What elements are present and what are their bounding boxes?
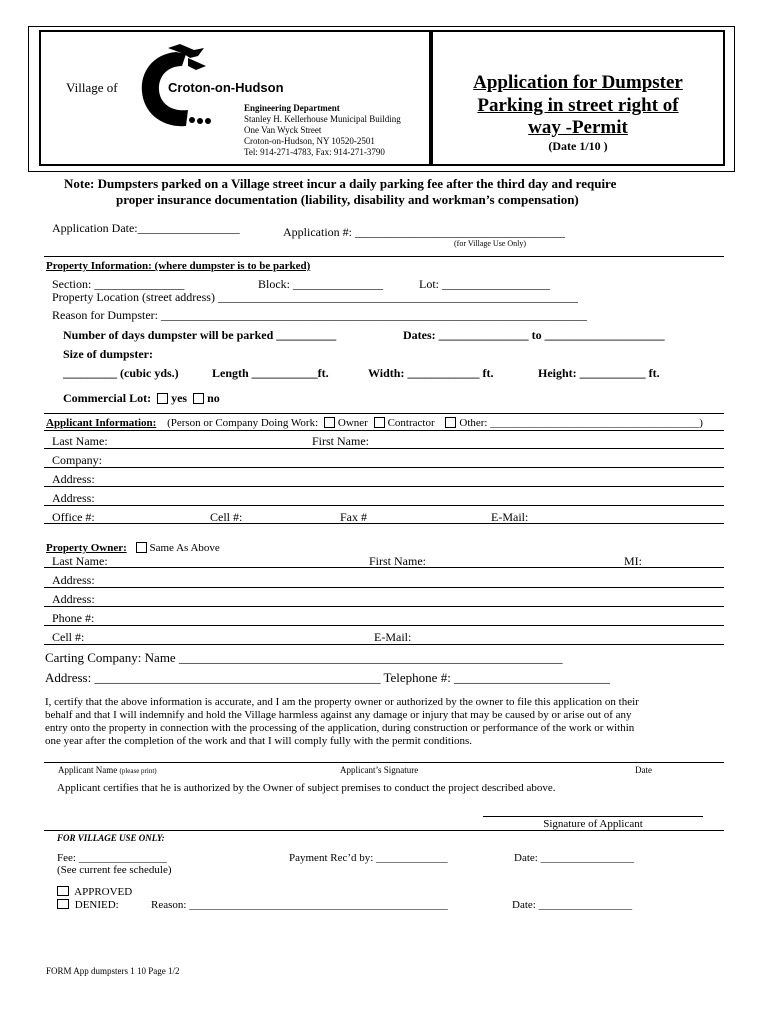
applicant-address-1-field[interactable]: Address: bbox=[52, 472, 95, 486]
applicant-first-name-field[interactable]: First Name: bbox=[312, 434, 369, 448]
signature-of-applicant-caption: Signature of Applicant bbox=[543, 818, 643, 830]
divider bbox=[44, 486, 724, 487]
address-line-2: One Van Wyck Street bbox=[244, 125, 322, 135]
dates-field[interactable]: Dates: _______________ to ____________________ bbox=[403, 328, 665, 342]
divider bbox=[44, 467, 724, 468]
village-use-heading: FOR VILLAGE USE ONLY: bbox=[57, 833, 165, 843]
owner-address-2-field[interactable]: Address: bbox=[52, 592, 95, 606]
please-print-label: (please print) bbox=[119, 767, 157, 775]
divider bbox=[44, 448, 724, 449]
applicant-cell-field[interactable]: Cell #: bbox=[210, 510, 243, 524]
other-field[interactable]: Other: ______________________________________) bbox=[459, 417, 703, 430]
yes-checkbox[interactable] bbox=[157, 393, 168, 404]
owner-certification-text: Applicant certifies that he is authorized by the Owner of subject premises to conduct the project described above. bbox=[57, 782, 556, 794]
owner-email-field[interactable]: E-Mail: bbox=[374, 630, 412, 644]
section-field[interactable]: Section: _______________ bbox=[52, 277, 185, 291]
certify-line-4: one year after the completion of the work and that I will comply fully with the permit conditions. bbox=[45, 735, 473, 747]
date-caption: Date bbox=[635, 765, 652, 775]
applicant-signature-caption: Applicant’s Signature bbox=[340, 765, 419, 775]
divider bbox=[44, 644, 724, 645]
same-as-above-label: Same As Above bbox=[149, 542, 220, 555]
carting-address-field[interactable]: Address: ____________________________________________ Telephone #: ________________________ bbox=[45, 670, 611, 685]
payment-received-field[interactable]: Payment Rec’d by: _____________ bbox=[289, 852, 448, 864]
divider bbox=[44, 505, 724, 506]
application-date-field[interactable]: Application Date:_________________ bbox=[52, 221, 240, 235]
no-checkbox[interactable] bbox=[193, 393, 204, 404]
owner-mi-field[interactable]: MI: bbox=[624, 554, 642, 568]
divider bbox=[44, 587, 724, 588]
no-label: no bbox=[207, 391, 220, 405]
application-number-field[interactable]: Application #: ___________________________________ bbox=[283, 225, 565, 239]
yes-label: yes bbox=[171, 391, 188, 405]
other-checkbox[interactable] bbox=[445, 417, 456, 428]
approved-row bbox=[54, 886, 132, 898]
person-label: (Person or Company Doing Work: bbox=[167, 417, 319, 430]
days-parked-field[interactable]: Number of days dumpster will be parked __________ bbox=[63, 328, 337, 342]
village-use-note: (for Village Use Only) bbox=[454, 239, 527, 248]
phone-line: Tel: 914-271-4783, Fax: 914-271-3790 bbox=[244, 147, 385, 157]
form-date: (Date 1/10 ) bbox=[548, 139, 608, 153]
contractor-label: Contractor bbox=[387, 417, 435, 430]
owner-last-name-field[interactable]: Last Name: bbox=[52, 554, 108, 568]
lot-field[interactable]: Lot: __________________ bbox=[419, 277, 550, 291]
denied-label: DENIED: bbox=[74, 899, 119, 911]
applicant-last-name-field[interactable]: Last Name: bbox=[52, 434, 108, 448]
village-date-field-2[interactable]: Date: _________________ bbox=[512, 899, 633, 911]
form-footer: FORM App dumpsters 1 10 Page 1/2 bbox=[46, 966, 180, 976]
applicant-company-field[interactable]: Company: bbox=[52, 453, 102, 467]
owner-cell-field[interactable]: Cell #: bbox=[52, 630, 85, 644]
applicant-fax-field[interactable]: Fax # bbox=[340, 510, 367, 524]
reason-field[interactable]: Reason for Dumpster: _______________________________________________________________________ bbox=[52, 308, 587, 322]
address-line-3: Croton-on-Hudson, NY 10520-2501 bbox=[244, 136, 375, 146]
applicant-office-field[interactable]: Office #: bbox=[52, 510, 95, 524]
form-title-3: way -Permit bbox=[528, 117, 628, 138]
commercial-lot-label: Commercial Lot: bbox=[63, 391, 152, 405]
fee-field[interactable]: Fee: ________________ bbox=[57, 852, 167, 864]
length-field[interactable]: Length ___________ft. bbox=[212, 366, 329, 380]
approved-checkbox[interactable] bbox=[57, 886, 69, 896]
width-field[interactable]: Width: ____________ ft. bbox=[368, 366, 494, 380]
applicant-name-label: Applicant Name bbox=[58, 765, 118, 775]
divider bbox=[44, 413, 724, 414]
property-owner-heading: Property Owner: bbox=[46, 542, 127, 555]
cubic-yards-field[interactable]: _________ (cubic yds.) bbox=[63, 366, 179, 380]
owner-first-name-field[interactable]: First Name: bbox=[369, 554, 426, 568]
owner-label: Owner bbox=[337, 417, 368, 430]
address-line-1: Stanley H. Kellerhouse Municipal Building bbox=[244, 114, 401, 124]
size-label: Size of dumpster: bbox=[63, 347, 153, 361]
fee-schedule-note: (See current fee schedule) bbox=[57, 864, 172, 876]
height-field[interactable]: Height: ___________ ft. bbox=[538, 366, 660, 380]
denied-checkbox[interactable] bbox=[57, 899, 69, 909]
property-info-heading: Property Information: (where dumpster is to be parked) bbox=[46, 260, 311, 272]
divider bbox=[44, 625, 724, 626]
applicant-signature-line[interactable] bbox=[483, 816, 703, 817]
owner-phone-field[interactable]: Phone #: bbox=[52, 611, 95, 625]
owner-checkbox[interactable] bbox=[324, 417, 335, 428]
divider bbox=[44, 430, 724, 431]
dept-name: Engineering Department bbox=[244, 103, 340, 113]
carting-company-field[interactable]: Carting Company: Name ___________________________________________________________ bbox=[45, 650, 563, 665]
certify-line-1: I, certify that the above information is accurate, and I am the property owner or authorized by the owner to file this application on their bbox=[45, 696, 639, 708]
applicant-info-heading: Applicant Information: bbox=[46, 417, 157, 430]
commercial-lot-row bbox=[63, 391, 220, 406]
divider bbox=[44, 830, 724, 831]
certify-line-2: behalf and that I will indemnify and hold the Village harmless against any damage or injury that may be caused by or arise out of any bbox=[45, 709, 632, 721]
village-of-label: Village of bbox=[66, 80, 118, 95]
property-location-field[interactable]: Property Location (street address) ____________________________________________________________ bbox=[52, 290, 578, 304]
approved-label: APPROVED bbox=[74, 886, 133, 898]
signature-line[interactable] bbox=[44, 762, 724, 763]
certify-line-3: entry onto the property in connection with the processing of the application, during construction or performance of the work or within bbox=[45, 722, 635, 734]
block-field[interactable]: Block: _______________ bbox=[258, 277, 383, 291]
divider bbox=[44, 523, 724, 524]
form-title-2: Parking in street right of bbox=[477, 95, 679, 116]
applicant-heading-row bbox=[46, 417, 703, 430]
divider bbox=[44, 606, 724, 607]
divider bbox=[44, 567, 724, 568]
denied-reason-field[interactable]: Reason: _______________________________________________ bbox=[151, 899, 448, 911]
village-name: Croton-on-Hudson bbox=[168, 80, 284, 95]
owner-address-1-field[interactable]: Address: bbox=[52, 573, 95, 587]
applicant-email-field[interactable]: E-Mail: bbox=[491, 510, 529, 524]
divider bbox=[44, 256, 724, 257]
village-date-field-1[interactable]: Date: _________________ bbox=[514, 852, 635, 864]
note-line-2: proper insurance documentation (liability, disability and workman’s compensation) bbox=[116, 192, 579, 207]
note-line-1: Note: Dumpsters parked on a Village street incur a daily parking fee after the third day and require bbox=[64, 176, 617, 191]
applicant-name-caption bbox=[58, 765, 157, 775]
applicant-address-2-field[interactable]: Address: bbox=[52, 491, 95, 505]
form-title-1: Application for Dumpster bbox=[473, 72, 683, 93]
denied-row bbox=[54, 899, 119, 911]
contractor-checkbox[interactable] bbox=[374, 417, 385, 428]
same-as-above-checkbox[interactable] bbox=[136, 542, 147, 553]
